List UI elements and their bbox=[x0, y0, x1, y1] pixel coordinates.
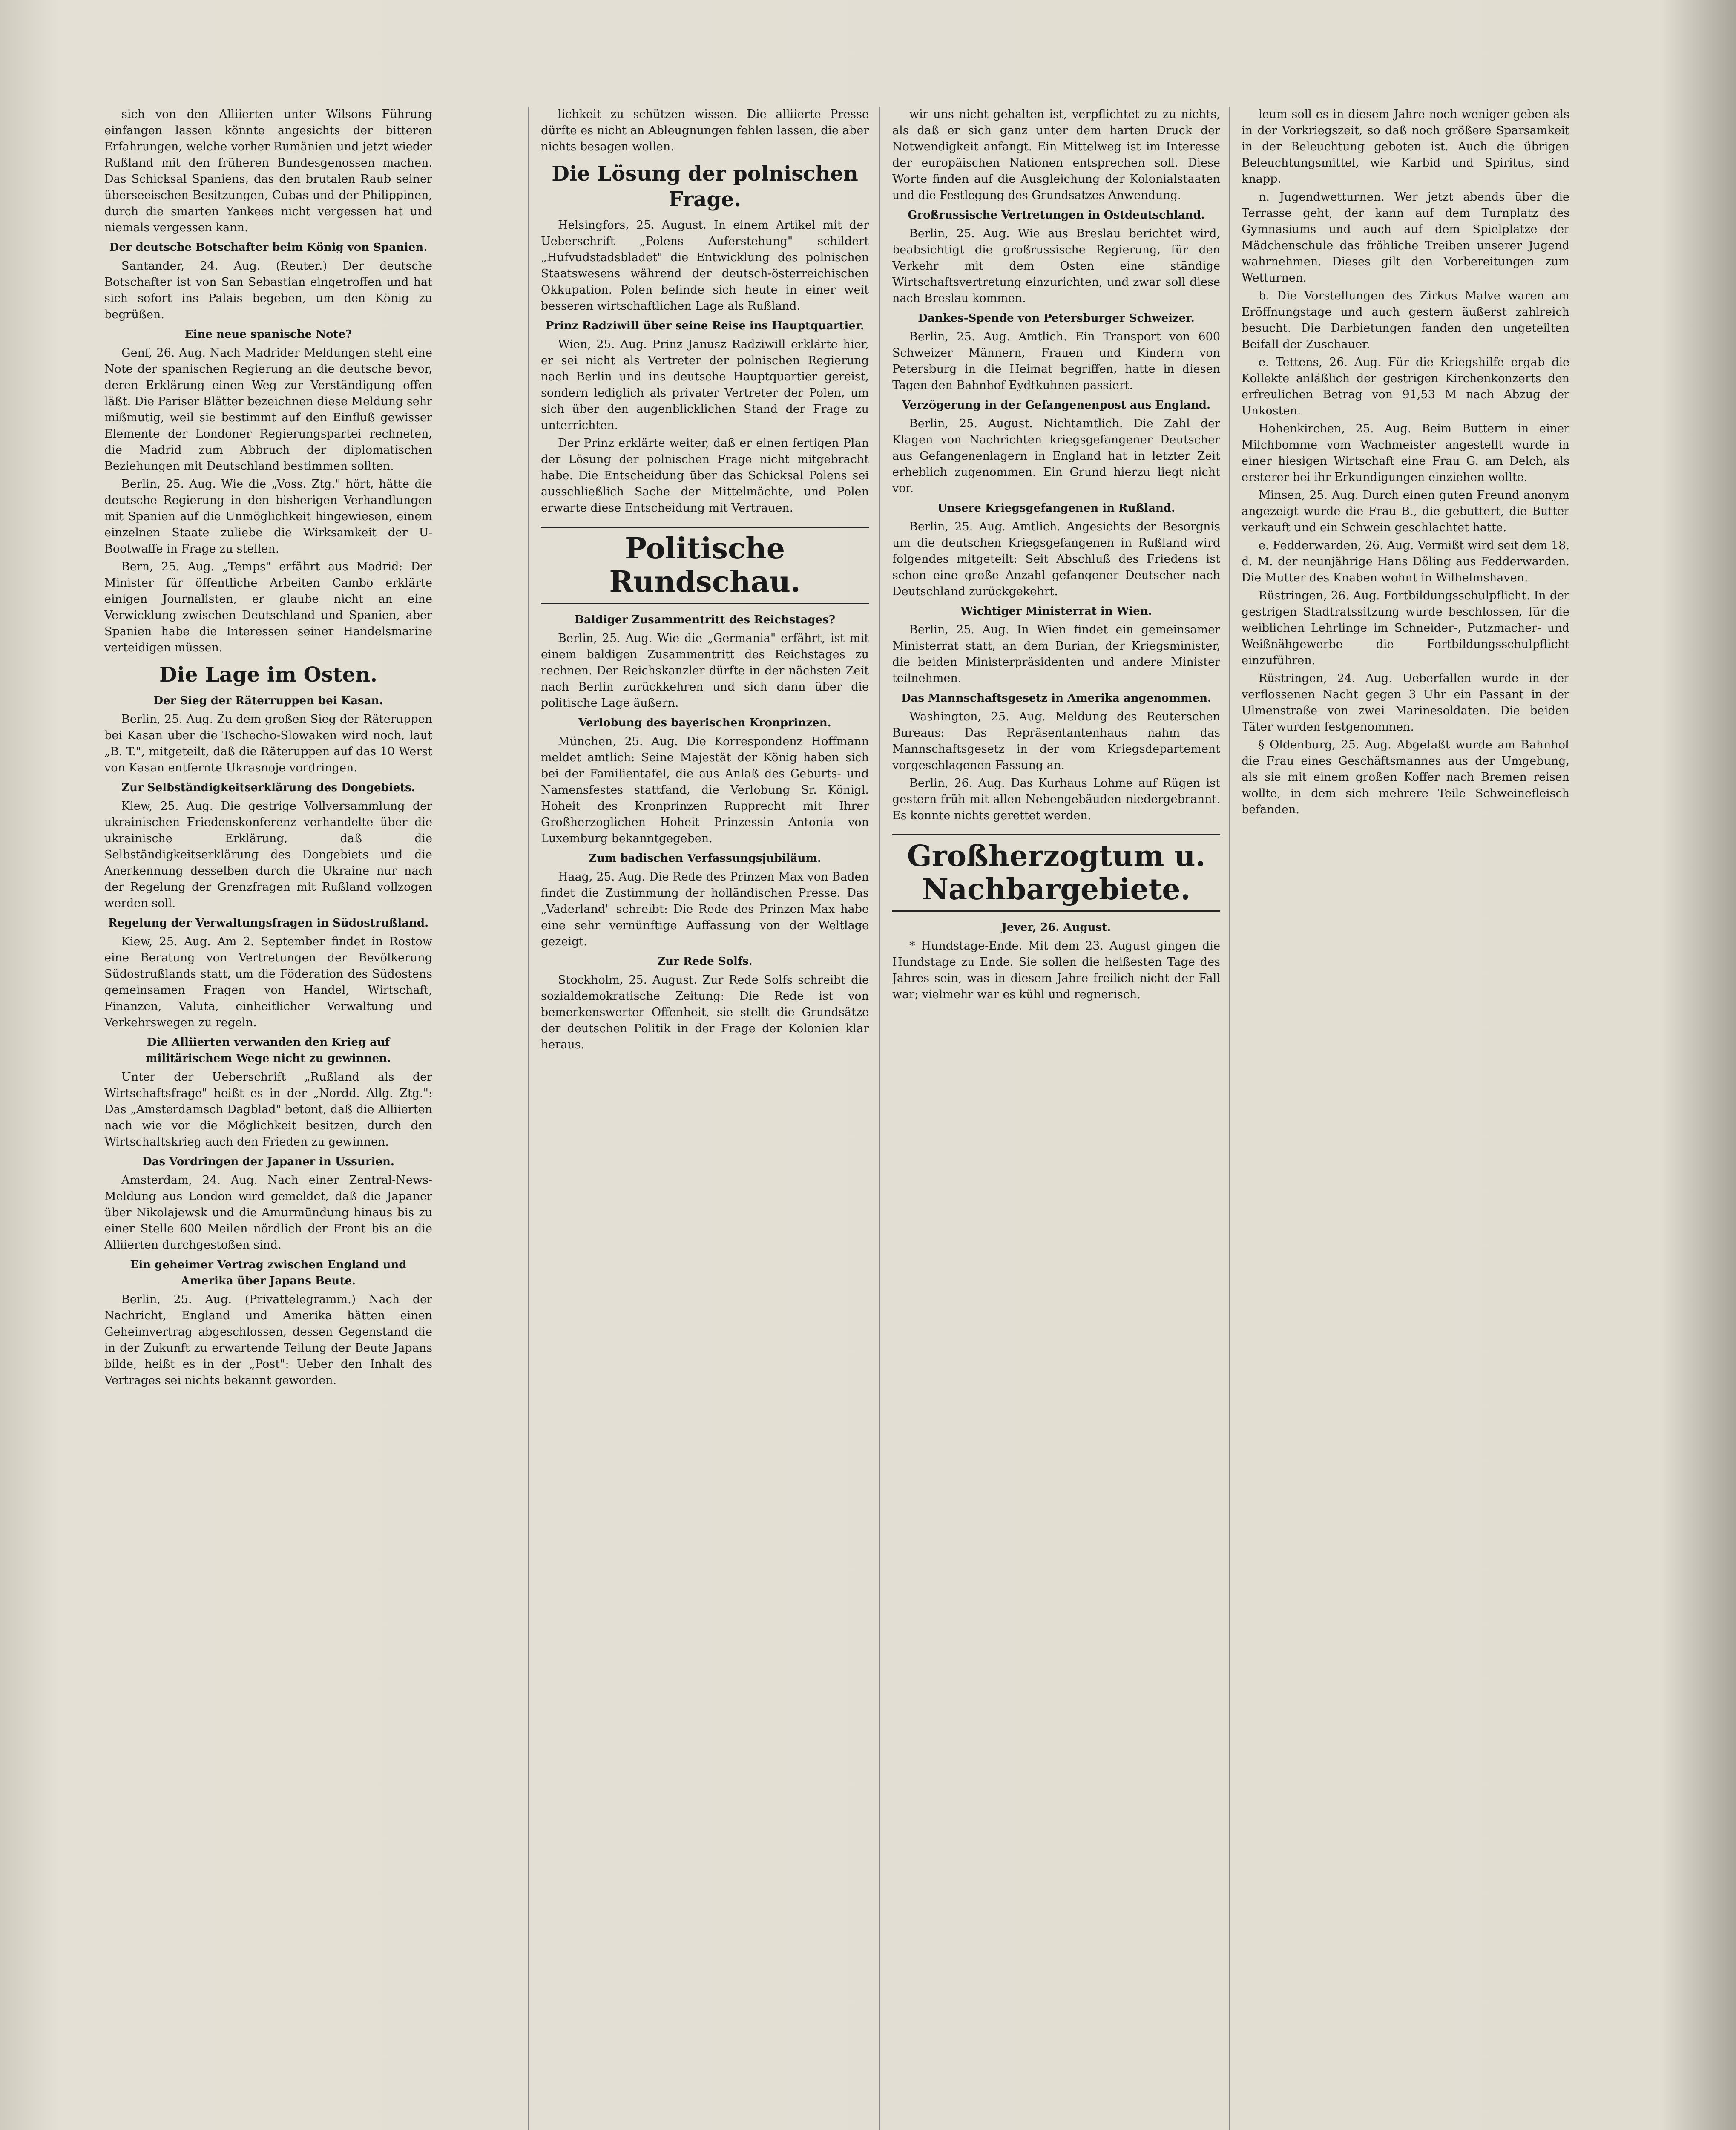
article-paragraph: Kiew, 25. Aug. Die gestrige Vollversammlung der ukrainischen Friedenskonferenz verhandelte über die ukrainische Erklärung, daß die Selbständigkeitserklärung des Dongebiets und die Anerkennung desselben durch die Ukraine nur nach der Regelung der Grenzfragen mit Rußland vollzogen werden soll. bbox=[104, 800, 432, 910]
article-paragraph: e. Fedderwarden, 26. Aug. Vermißt wird seit dem 18. d. M. der neunjährige Hans Döling aus Fedderwarden. Die Mutter des Knaben wohnt in Wilhelmshaven. bbox=[1242, 539, 1569, 584]
article-paragraph: Unter der Ueberschrift „Rußland als der Wirtschaftsfrage" heißt es in der „Nordd. Allg. Ztg.": Das „Amsterdamsch Dagblad" betont, daß die Alliierten nach wie vor die Möglichkeit besitzen, durch den Wirtschaftskrieg auch den Frieden zu gewinnen. bbox=[104, 1071, 432, 1148]
column-2 bbox=[541, 106, 869, 2130]
article-paragraph: leum soll es in diesem Jahre noch weniger geben als in der Vorkriegszeit, so daß noch größere Sparsamkeit in der Beleuchtung geboten ist. Auch die übrigen Beleuchtungsmittel, wie Karbid und Spiritus, sind knapp. bbox=[1242, 108, 1569, 186]
column-4 bbox=[1242, 106, 1569, 2130]
article-paragraph: wir uns nicht gehalten ist, verpflichtet zu zu nichts, als daß er sich ganz unter dem harten Druck der Notwendigkeit anfangt. Ein Mittelweg ist im Interesse der europäischen Nationen entsprechen soll. Diese Worte finden auf die Ausgleichung der Kolonialstaaten und die Festlegung des Grundsatzes Anwendung. bbox=[892, 108, 1220, 202]
article-subheading: Das Mannschaftsgesetz in Amerika angenommen. bbox=[901, 692, 1212, 705]
article-paragraph: e. Tettens, 26. Aug. Für die Kriegshilfe ergab die Kollekte anläßlich der gestrigen Kirchenkonzerts den erfreulichen Betrag von 91,53 M nach Abzug der Unkosten. bbox=[1242, 356, 1569, 417]
article-subheading: Der deutsche Botschafter beim König von Spanien. bbox=[109, 241, 428, 254]
article-paragraph: Rüstringen, 26. Aug. Fortbildungsschulpflicht. In der gestrigen Stadtratssitzung wurde beschlossen, für die weiblichen Lehrlinge im Schneider-, Putzmacher- und Weißnähgewerbe die Fortbildungsschulpflicht einzuführen. bbox=[1242, 589, 1569, 667]
article-paragraph: Berlin, 25. Aug. In Wien findet ein gemeinsamer Ministerrat statt, an dem Burian, der Kriegsminister, die beiden Ministerpräsidenten und andere Minister teilnehmen. bbox=[892, 623, 1220, 685]
article-paragraph: Berlin, 25. Aug. Wie die „Germania" erfährt, ist mit einem baldigen Zusammentritt des Reichstages zu rechnen. Der Reichskanzler dürfte in der nächsten Zeit nach Berlin zurückkehren und sich dann über die politische Lage äußern. bbox=[541, 632, 869, 710]
article-paragraph: * Hundstage-Ende. Mit dem 23. August gingen die Hundstage zu Ende. Sie sollen die heißesten Tage des Jahres sein, was in diesem Jahre freilich nicht der Fall war; vielmehr war es kühl und regnerisch. bbox=[892, 939, 1220, 1001]
article-paragraph: Stockholm, 25. August. Zur Rede Solfs schreibt die sozialdemokratische Zeitung: Die Rede ist von bemerkenswerter Offenheit, sie stellt die Grundsätze der deutschen Politik in der Frage der Kolonien klar heraus. bbox=[541, 973, 869, 1051]
article-paragraph: Washington, 25. Aug. Meldung des Reuterschen Bureaus: Das Repräsentantenhaus nahm das Mannschaftsgesetz in der vom Kriegsdepartement vorgeschlagenen Fassung an. bbox=[892, 710, 1220, 772]
article-paragraph: § Oldenburg, 25. Aug. Abgefaßt wurde am Bahnhof die Frau eines Geschäftsmannes aus der Umgebung, als sie mit einem großen Koffer nach Bremen reisen wollte, in dem sich mehrere Teile Schweinefleisch befanden. bbox=[1242, 738, 1569, 816]
section-heading: Die Lage im Osten. bbox=[159, 663, 377, 687]
article-paragraph: Kiew, 25. Aug. Am 2. September findet in Rostow eine Beratung von Vertretungen der Bevölkerung Südostrußlands statt, um die Föderation des Südostens gemeinsamen Fragen von Handel, Wirtschaft, Finanzen, Valuta, einheitlicher Verwaltung und Verkehrswegen zu regeln. bbox=[104, 935, 432, 1029]
article-subheading: Der Sieg der Räterruppen bei Kasan. bbox=[153, 694, 383, 707]
article-paragraph: München, 25. Aug. Die Korrespondenz Hoffmann meldet amtlich: Seine Majestät der König haben sich bei der Familientafel, die aus Anlaß des Geburts- und Namensfestes stattfand, die Verlobung Sr. Königl. Hoheit des Kronprinzen Rupprecht mit Ihrer Großherzoglichen Hoheit Prinzessin Antonia von Luxemburg bekanntgegeben. bbox=[541, 735, 869, 845]
section-title: Politische Rundschau. bbox=[541, 527, 869, 604]
article-paragraph: Der Prinz erklärte weiter, daß er einen fertigen Plan der Lösung der polnischen Frage nicht mitgebracht habe. Die Entscheidung über das Schicksal Polens sei ausschließlich Sache der Mittelmächte, und Polen erwarte diese Entscheidung mit Vertrauen. bbox=[541, 437, 869, 515]
article-paragraph: Berlin, 25. Aug. Amtlich. Ein Transport von 600 Schweizer Männern, Frauen und Kindern von Petersburg in die Heimat begriffen, hatte in diesen Tagen den Bahnhof Eydtkuhnen passiert. bbox=[892, 330, 1220, 392]
article-paragraph: Helsingfors, 25. August. In einem Artikel mit der Ueberschrift „Polens Auferstehung" schildert „Hufvudstadsbladet" die Entwicklung des polnischen Staatswesens während der deutsch-österreichischen Okkupation. Polen befinde sich heute in einer weit besseren wirtschaftlichen Lage als Rußland. bbox=[541, 219, 869, 313]
article-subheading: Unsere Kriegsgefangenen in Rußland. bbox=[937, 502, 1176, 515]
article-paragraph: Berlin, 25. Aug. Wie aus Breslau berichtet wird, beabsichtigt die großrussische Regierung, für den Verkehr mit dem Osten eine ständige Wirtschaftsvertretung einzurichten, und zwar soll diese nach Breslau kommen. bbox=[892, 227, 1220, 305]
article-paragraph: Berlin, 26. Aug. Das Kurhaus Lohme auf Rügen ist gestern früh mit allen Nebengebäuden niedergebrannt. Es konnte nichts gerettet werden. bbox=[892, 777, 1220, 822]
article-paragraph: b. Die Vorstellungen des Zirkus Malve waren am Eröffnungstage und auch gestern äußerst zahlreich besucht. Die Darbietungen fanden den ungeteilten Beifall der Zuschauer. bbox=[1242, 289, 1569, 351]
article-subheading: Ein geheimer Vertrag zwischen England und Amerika über Japans Beute. bbox=[130, 1258, 407, 1287]
article-subheading: Jever, 26. August. bbox=[1001, 921, 1111, 934]
article-subheading: Dankes-Spende von Petersburger Schweizer. bbox=[918, 312, 1195, 325]
article-subheading: Eine neue spanische Note? bbox=[184, 328, 352, 341]
article-subheading: Baldiger Zusammentritt des Reichstages? bbox=[575, 613, 835, 626]
section-heading: Die Lösung der polnischen Frage. bbox=[552, 162, 858, 211]
article-subheading: Wichtiger Ministerrat in Wien. bbox=[960, 605, 1152, 618]
article-subheading: Zur Selbständigkeitserklärung des Dongebiets. bbox=[121, 781, 415, 794]
article-paragraph: sich von den Alliierten unter Wilsons Führung einfangen lassen könnte angesichts der bitteren Erfahrungen, welche vorher Rumänien und jetzt wieder Rußland mit den früheren Bundesgenossen machen. Das Schicksal Spaniens, das den brutalen Raub seiner überseeischen Besitzungen, Cubas und der Philippinen, durch die smarten Yankees nicht vergessen hat und niemals vergessen kann. bbox=[104, 108, 432, 234]
article-paragraph: Amsterdam, 24. Aug. Nach einer Zentral-News-Meldung aus London wird gemeldet, daß die Japaner über Nikolajewsk und die Amurmündung hinaus bis zu einer Stelle 600 Meilen nördlich der Front bis an die Alliierten durchgestoßen sind. bbox=[104, 1174, 432, 1252]
article-subheading: Die Alliierten verwanden den Krieg auf militärischem Wege nicht zu gewinnen. bbox=[145, 1036, 391, 1065]
article-paragraph: n. Jugendwetturnen. Wer jetzt abends über die Terrasse geht, der kann auf dem Turnplatz des Gymnasiums und auch auf dem Spielplatze der Mädchenschule das fröhliche Treiben unserer Jugend wahrnehmen. Dieses gilt den Vorbereitungen zum Wetturnen. bbox=[1242, 190, 1569, 285]
article-paragraph: Bern, 25. Aug. „Temps" erfährt aus Madrid: Der Minister für öffentliche Arbeiten Cambo erklärte einigen Journalisten, er glaube nicht an eine Verwicklung zwischen Deutschland und Spanien, aber Spanien habe die Interessen seiner Handelsmarine verteidigen müssen. bbox=[104, 560, 432, 654]
article-paragraph: Berlin, 25. Aug. (Privattelegramm.) Nach der Nachricht, England und Amerika hätten einen Geheimvertrag abgeschlossen, dessen Gegenstand die in der Zukunft zu erwartende Teilung der Beute Japans bilde, heißt es in der „Post": Ueber den Inhalt des Vertrages sei nichts bekannt geworden. bbox=[104, 1293, 432, 1387]
article-paragraph: Hohenkirchen, 25. Aug. Beim Buttern in einer Milchbomme vom Wachmeister angestellt wurde in einer hiesigen Wirtschaft eine Frau G. am Delch, als ersterer bei ihr Erkundigungen einziehen wollte. bbox=[1242, 422, 1569, 484]
article-subheading: Zur Rede Solfs. bbox=[657, 955, 753, 968]
column-3 bbox=[892, 106, 1220, 2130]
section-title: Großherzogtum u. Nachbargebiete. bbox=[892, 834, 1220, 912]
column-1 bbox=[104, 106, 432, 2130]
article-subheading: Verlobung des bayerischen Kronprinzen. bbox=[578, 717, 831, 729]
article-subheading: Regelung der Verwaltungsfragen in Südostrußland. bbox=[108, 917, 429, 930]
article-paragraph: Berlin, 25. Aug. Zu dem großen Sieg der Räteruppen bei Kasan über die Tschecho-Slowaken wird noch, laut „B. T.", mitgeteilt, daß die Räteruppen auf das 10 Werst von Kasan entfernte Ukrasnoje vordringen. bbox=[104, 713, 432, 774]
column-rule bbox=[1229, 106, 1230, 2130]
article-paragraph: Berlin, 25. August. Nichtamtlich. Die Zahl der Klagen von Nachrichten kriegsgefangener Deutscher aus Gefangenenlagern in England hat in letzter Zeit erheblich zugenommen. Ein Grund hierzu liegt nicht vor. bbox=[892, 417, 1220, 495]
article-paragraph: Santander, 24. Aug. (Reuter.) Der deutsche Botschafter ist von San Sebastian eingetroffen und hat sich sofort ins Palais begeben, um den König zu begrüßen. bbox=[104, 259, 432, 321]
column-rule bbox=[528, 106, 529, 2130]
article-paragraph: Berlin, 25. Aug. Wie die „Voss. Ztg." hört, hätte die deutsche Regierung in den bisherigen Verhandlungen mit Spanien auf die Unmöglichkeit hingewiesen, einem einzelnen Staate zuliebe die Wirksamkeit der U-Bootwaffe in Frage zu stellen. bbox=[104, 478, 432, 556]
article-subheading: Das Vordringen der Japaner in Ussurien. bbox=[142, 1155, 394, 1168]
article-subheading: Zum badischen Verfassungsjubiläum. bbox=[589, 852, 821, 865]
article-paragraph: Minsen, 25. Aug. Durch einen guten Freund anonym angezeigt wurde die Frau B., die gebuttert, die Butter verkauft und ein Schwein geschlachtet hatte. bbox=[1242, 489, 1569, 534]
article-paragraph: Wien, 25. Aug. Prinz Janusz Radziwill erklärte hier, er sei nicht als Vertreter der polnischen Regierung nach Berlin und ins deutsche Hauptquartier gereist, sondern lediglich als privater Vertreter der Polen, um sich über den augenblicklichen Stand der Frage zu unterrichten. bbox=[541, 338, 869, 432]
article-paragraph: Rüstringen, 24. Aug. Ueberfallen wurde in der verflossenen Nacht gegen 3 Uhr ein Passant in der Ulmenstraße von zwei Marinesoldaten. Die beiden Täter wurden festgenommen. bbox=[1242, 672, 1569, 734]
article-paragraph: Berlin, 25. Aug. Amtlich. Angesichts der Besorgnis um die deutschen Kriegsgefangenen in Rußland wird folgendes mitgeteilt: Seit Abschluß des Friedens ist schon eine große Anzahl gefangener Deutscher nach Deutschland zurückgekehrt. bbox=[892, 520, 1220, 598]
article-paragraph: lichkeit zu schützen wissen. Die alliierte Presse dürfte es nicht an Ableugnungen fehlen lassen, die aber nichts besagen wollen. bbox=[541, 108, 869, 153]
column-rule bbox=[879, 106, 880, 2130]
article-subheading: Großrussische Vertretungen in Ostdeutschland. bbox=[908, 209, 1205, 222]
article-subheading: Verzögerung in der Gefangenenpost aus England. bbox=[902, 399, 1211, 412]
article-subheading: Prinz Radziwill über seine Reise ins Hauptquartier. bbox=[545, 320, 865, 332]
article-paragraph: Genf, 26. Aug. Nach Madrider Meldungen steht eine Note der spanischen Regierung an die deutsche bevor, deren Erklärung einen Weg zur Verständigung offen läßt. Die Pariser Blätter bezeichnen diese Meldung sehr mißmutig, weil sie bestimmt auf den Einfluß gewisser Elemente der Londoner Regierungspartei rechneten, die Madrid zum Abbruch der diplomatischen Beziehungen mit Deutschland bestimmen sollten. bbox=[104, 346, 432, 473]
article-paragraph: Haag, 25. Aug. Die Rede des Prinzen Max von Baden findet die Zustimmung der holländischen Presse. Das „Vaderland" schreibt: Die Rede des Prinzen Max habe eine sehr vernünftige Auffassung von der Weltlage gezeigt. bbox=[541, 870, 869, 948]
